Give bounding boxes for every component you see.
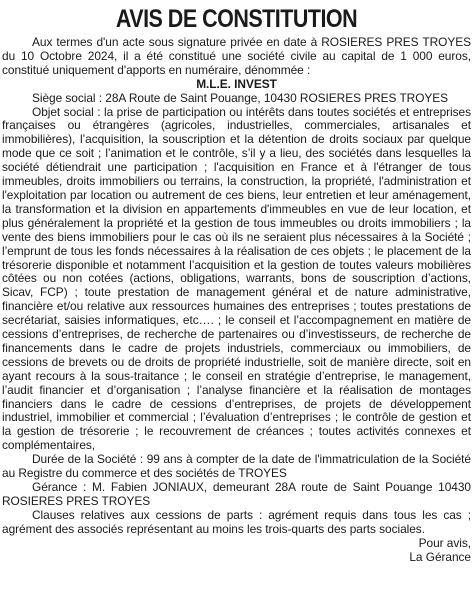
notice-title: AVIS DE CONSTITUTION: [115, 5, 358, 33]
registered-office: Siège social : 28A Route de Saint Pouange, 10430 ROSIERES PRES TROYES: [32, 90, 449, 105]
intro-paragraph: Aux termes d'un acte sous signature privée en date à ROSIERES PRES TROYES du 10 Octobre 2024, il a été constitué une société civile au capital de 1 000 euros, constitué uniquement d'apports en numéraire, dénommée :: [2, 35, 471, 77]
closing-signature: La Gérance: [409, 549, 471, 564]
share-transfer-clauses: Clauses relatives aux cessions de parts : agrément requis dans tous les cas ; agrément des associés représentant au moins les trois-quarts des parts sociales.: [2, 507, 471, 536]
company-duration: Durée de la Société : 99 ans à compter de la date de l'immatriculation de la Société au Registre du commerce et des sociétés de TROYES: [2, 452, 471, 481]
corporate-purpose: Objet social : la prise de participation ou intérêts dans toutes sociétés et entreprises françaises ou étrangères (agricoles, industrielles, commerciales, artisanales et immobilières), l’acquisition, la souscription et la détention de droits sociaux par quelque mode que ce soit ; l’animation et le contrôle, s’il y a lieu, des sociétés dans lesquelles la société détiendrait une participation ; l'acquisition en France et à l'étranger de tous immeubles, droits immobiliers ou terrains, la construction, la propriété, l'administration et l'exploitation par location ou autrement de ces biens, leur entretien et leur aménagement, la transformation et la division en appartements d'immeubles en vue de leur location, et plus généralement la propriété et la gestion de tous immeubles ou droits immobiliers ; la vente des biens immobiliers pour le cas où ils ne seraient plus nécessaires à la Société ; l’emprunt de tous les fonds nécessaires à la réalisation de ces objets ; le placement de la trésorerie disponible et notamment l’acquisition et la gestion de toutes valeurs mobilières côtées ou non cotées (actions, obligations, warrants, bons de souscription d’actions, Sicav, FCP) ; toute prestation de management général et de nature administrative, financière et/ou relative aux ressources humaines des entreprises ; toutes prestations de secrétariat, saisies informatiques, etc…. ; le conseil et l’accompagnement en matière de cessions d’entreprises, de recherche de partenaires ou d’investisseurs, de recherche de financements dans le cadre de projets industriels, commerciaux ou immobiliers, de cessions de brevets ou de droits de propriété industrielle, soit de manière directe, soit en ayant recours à la sous-traitance ; le conseil en stratégie d’entreprise, le management, l’audit financier et d’organisation ; l’analyse financière et la réalisation de montages financiers dans le cadre de cessions d’entreprises, de projets de développement industriel, immobilier et commercial ; l’évaluation d’entreprises ; le contrôle de gestion et la gestion de trésorerie ; le recouvrement de créances ; toutes activités connexes et complémentaires,: [2, 104, 471, 453]
closing-pour-avis: Pour avis,: [418, 535, 471, 550]
management: Gérance : M. Fabien JONIAUX, demeurant 28A route de Saint Pouange 10430 ROSIERES PRES TROYES: [2, 480, 471, 508]
company-name: M.L.E. INVEST: [196, 76, 277, 91]
